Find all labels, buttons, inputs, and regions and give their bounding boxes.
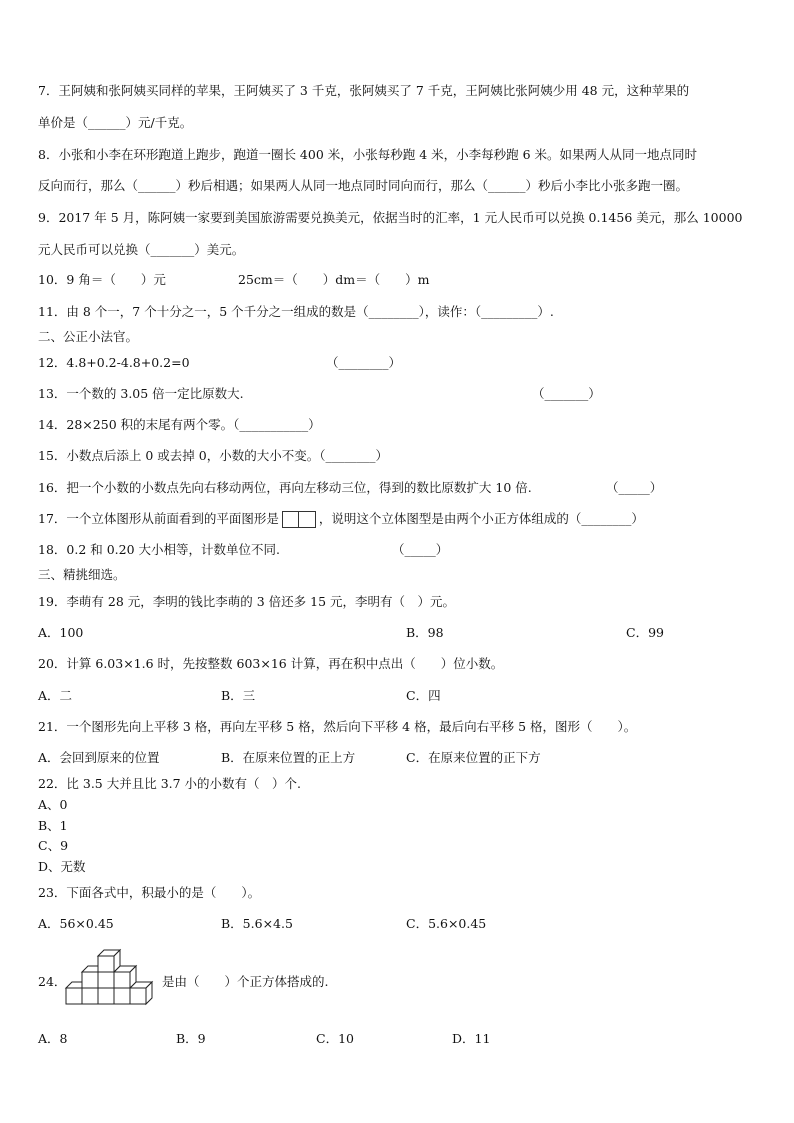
q19-option-b[interactable]: B．98 xyxy=(406,625,444,640)
q19-option-c[interactable]: C．99 xyxy=(626,625,664,640)
q13-blank: （_______） xyxy=(532,386,601,401)
q17 xyxy=(38,511,756,528)
q20: 20．计算 6.03×1.6 时，先按整数 603×16 计算，再在积中点出（ ）位小数。 xyxy=(38,656,504,671)
q17-post: ，说明这个立体图型是由两个小正方体组成的（________） xyxy=(318,511,644,526)
section-3-title: 三、精挑细选。 xyxy=(38,567,126,582)
q20-option-a[interactable]: A．二 xyxy=(38,688,73,703)
q10-part-b: 25cm＝（ ）dm＝（ ）m xyxy=(238,272,430,287)
q23: 23．下面各式中，积最小的是（ ）。 xyxy=(38,885,261,900)
q19-option-a[interactable]: A．100 xyxy=(38,625,84,640)
q20-option-b[interactable]: B．三 xyxy=(221,688,256,703)
q8-line1: 8．小张和小李在环形跑道上跑步，跑道一圈长 400 米，小张每秒跑 4 米，小李每秒跑 6 米。如果两人从同一地点同时 xyxy=(38,147,698,162)
q12-blank: （________） xyxy=(326,355,402,370)
q22: 22．比 3.5 大并且比 3.7 小的小数有（ ）个. xyxy=(38,776,302,791)
section-2-title: 二、公正小法官。 xyxy=(38,329,139,344)
q24-option-b[interactable]: B．9 xyxy=(176,1031,206,1046)
q20-option-c[interactable]: C．四 xyxy=(406,688,441,703)
q13: 13．一个数的 3.05 倍一定比原数大. xyxy=(38,386,244,401)
q23-option-b[interactable]: B．5.6×4.5 xyxy=(221,916,293,931)
q19: 19．李萌有 28 元，李明的钱比李萌的 3 倍还多 15 元，李明有（ ）元。 xyxy=(38,594,456,609)
q14: 14．28×250 积的末尾有两个零。（___________） xyxy=(38,417,321,432)
q16-blank: （_____） xyxy=(606,480,663,495)
q21: 21．一个图形先向上平移 3 格，再向左平移 5 格，然后向下平移 4 格，最后向右平移 5 格，图形（ ）。 xyxy=(38,719,637,734)
q23-option-a[interactable]: A．56×0.45 xyxy=(38,916,114,931)
q7-line1: 7．王阿姨和张阿姨买同样的苹果，王阿姨买了 3 千克，张阿姨买了 7 千克，王阿姨比张阿姨少用 48 元，这种苹果的 xyxy=(38,83,690,98)
q24: 是由（ ）个正方体搭成的. xyxy=(162,974,329,989)
q10-part-a: 10．9 角＝（ ）元 xyxy=(38,272,166,287)
q23-option-c[interactable]: C．5.6×0.45 xyxy=(406,916,487,931)
two-square-figure xyxy=(282,511,316,528)
q8-line2: 反向而行，那么（______）秒后相遇；如果两人从同一地点同时同向而行，那么（______）秒后小李比小张多跑一圈。 xyxy=(38,178,689,193)
q21-option-c[interactable]: C．在原来位置的正下方 xyxy=(406,750,541,765)
q9-line1: 9．2017 年 5 月，陈阿姨一家要到美国旅游需要兑换美元，依据当时的汇率，1 元人民币可以兑换 0.1456 美元，那么 10000 xyxy=(38,210,743,225)
q17-pre: 17．一个立体图形从前面看到的平面图形是 xyxy=(38,511,279,526)
q24-option-a[interactable]: A．8 xyxy=(38,1031,68,1046)
q22-option-d[interactable]: D、无数 xyxy=(38,859,86,874)
q18: 18．0.2 和 0.20 大小相等，计数单位不同. xyxy=(38,542,281,557)
q21-option-a[interactable]: A．会回到原来的位置 xyxy=(38,750,160,765)
q22-option-c[interactable]: C、9 xyxy=(38,838,69,853)
q24-option-d[interactable]: D．11 xyxy=(452,1031,491,1046)
q18-blank: （_____） xyxy=(392,542,449,557)
q11: 11．由 8 个一，7 个十分之一，5 个千分之一组成的数是（________），读作：（_________）. xyxy=(38,304,554,319)
stacked-cubes-figure xyxy=(62,942,156,1008)
q16: 16．把一个小数的小数点先向右移动两位，再向左移动三位，得到的数比原数扩大 10 倍. xyxy=(38,480,532,495)
q22-option-a[interactable]: A、0 xyxy=(38,797,68,812)
q9-line2: 元人民币可以兑换（_______）美元。 xyxy=(38,242,245,257)
q21-option-b[interactable]: B．在原来位置的正上方 xyxy=(221,750,356,765)
q24-option-c[interactable]: C．10 xyxy=(316,1031,354,1046)
q24-number: 24． xyxy=(38,974,67,989)
q22-option-b[interactable]: B、1 xyxy=(38,818,68,833)
q12: 12．4.8+0.2-4.8+0.2=0 xyxy=(38,355,190,370)
q15: 15．小数点后添上 0 或去掉 0，小数的大小不变。（________） xyxy=(38,448,388,463)
q7-line2: 单价是（______）元/千克。 xyxy=(38,115,193,130)
